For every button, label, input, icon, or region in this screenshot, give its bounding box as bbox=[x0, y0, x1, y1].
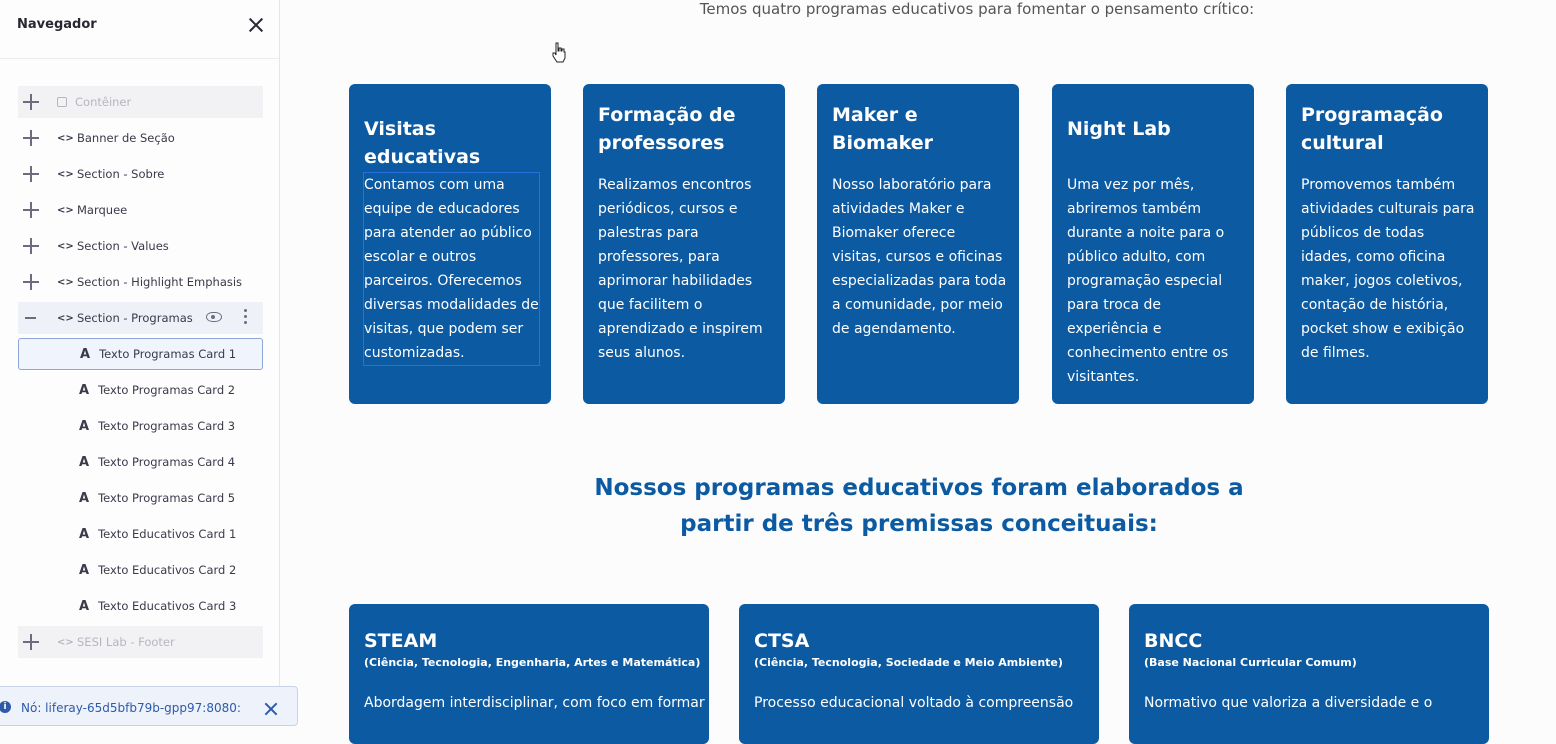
toast-close-icon[interactable] bbox=[263, 701, 279, 717]
tree-node-section-values[interactable] bbox=[18, 230, 263, 262]
premise-card-body: Normativo que valoriza a diversidade e o bbox=[1144, 695, 1433, 711]
tree-node-texto-programas-card-4[interactable] bbox=[18, 446, 263, 478]
code-icon: <> bbox=[57, 312, 74, 324]
code-icon: <> bbox=[57, 132, 74, 144]
premise-card-ctsa bbox=[739, 604, 1099, 744]
info-icon: i bbox=[0, 701, 11, 713]
expand-icon[interactable] bbox=[23, 130, 39, 146]
tree-node-texto-educativos-card-3[interactable] bbox=[18, 590, 263, 622]
text-icon: A bbox=[80, 346, 91, 362]
program-card-4 bbox=[1052, 84, 1254, 404]
code-icon: <> bbox=[57, 240, 74, 252]
text-icon: A bbox=[79, 562, 90, 578]
tree-node-texto-programas-card-5[interactable] bbox=[18, 482, 263, 514]
premise-card-title: STEAM bbox=[364, 630, 438, 652]
code-icon: <> bbox=[57, 204, 74, 216]
node-label: Section - Programas bbox=[77, 311, 193, 325]
tree-node-section-programas[interactable] bbox=[18, 302, 263, 334]
text-icon: A bbox=[79, 598, 90, 614]
code-icon: <> bbox=[57, 168, 74, 180]
premises-heading: Nossos programas educativos foram elaborados a partir de três premissas conceituais: bbox=[594, 475, 1244, 537]
info-toast bbox=[0, 686, 298, 726]
text-icon: A bbox=[79, 490, 90, 506]
tree-node-texto-programas-card-2[interactable] bbox=[18, 374, 263, 406]
program-card-title: Programação cultural bbox=[1301, 104, 1443, 154]
code-icon: <> bbox=[57, 276, 74, 288]
premise-card-title: CTSA bbox=[754, 630, 810, 652]
node-label: Texto Programas Card 1 bbox=[99, 347, 237, 361]
node-label: Contêiner bbox=[75, 95, 132, 109]
tree-node-conteiner[interactable] bbox=[18, 86, 263, 118]
premise-card-subtitle: (Ciência, Tecnologia, Sociedade e Meio Ambiente) bbox=[754, 656, 1063, 669]
premise-card-bncc bbox=[1129, 604, 1489, 744]
text-icon: A bbox=[79, 526, 90, 542]
expand-icon[interactable] bbox=[23, 238, 39, 254]
tree-node-banner-de-secao[interactable] bbox=[18, 122, 263, 154]
expand-icon[interactable] bbox=[23, 202, 39, 218]
collapse-icon[interactable] bbox=[23, 310, 39, 326]
program-card-2 bbox=[583, 84, 785, 404]
premise-card-subtitle: (Ciência, Tecnologia, Engenharia, Artes e Matemática) bbox=[364, 656, 701, 669]
expand-icon[interactable] bbox=[23, 94, 39, 110]
program-card-5 bbox=[1286, 84, 1488, 404]
program-card-1 bbox=[349, 84, 551, 404]
hand-cursor-icon bbox=[552, 42, 566, 64]
text-icon: A bbox=[79, 454, 90, 470]
expand-icon[interactable] bbox=[23, 166, 39, 182]
program-card-body[interactable]: Contamos com uma equipe de educadores para atender ao público escolar e outros parceiros. Oferecemos diversas modalidades de visitas, que podem ser customizadas. bbox=[364, 173, 539, 365]
node-label: Marquee bbox=[77, 203, 128, 217]
tree-node-texto-educativos-card-2[interactable] bbox=[18, 554, 263, 586]
program-card-title: Formação de professores bbox=[598, 104, 736, 154]
container-icon bbox=[57, 97, 67, 107]
program-card-body: Uma vez por mês, abriremos também durante a noite para o público adulto, com programação especial para troca de experiência e conhecimento entre os visitantes. bbox=[1067, 177, 1229, 385]
node-label: Texto Programas Card 5 bbox=[98, 491, 236, 505]
tree-node-marquee[interactable] bbox=[18, 194, 263, 226]
premise-card-steam bbox=[349, 604, 709, 744]
tree-node-sesi-lab-footer[interactable] bbox=[18, 626, 263, 658]
premise-card-body: Abordagem interdisciplinar, com foco em formar bbox=[364, 695, 705, 711]
node-label: Texto Programas Card 2 bbox=[98, 383, 236, 397]
program-card-title: Maker e Biomaker bbox=[832, 104, 934, 154]
eye-icon[interactable] bbox=[206, 312, 222, 322]
node-label: SESI Lab - Footer bbox=[77, 635, 175, 649]
toast-message: Nó: liferay-65d5bfb79b-gpp97:8080: bbox=[21, 701, 241, 715]
tree-node-texto-educativos-card-1[interactable] bbox=[18, 518, 263, 550]
node-label: Texto Educativos Card 1 bbox=[98, 527, 237, 541]
code-icon: <> bbox=[57, 636, 74, 648]
tree-node-texto-programas-card-3[interactable] bbox=[18, 410, 263, 442]
close-icon[interactable] bbox=[246, 15, 266, 35]
tree-node-section-highlight-emphasis[interactable] bbox=[18, 266, 263, 298]
program-card-3 bbox=[817, 84, 1019, 404]
program-card-title: Night Lab bbox=[1067, 118, 1171, 140]
premise-card-subtitle: (Base Nacional Curricular Comum) bbox=[1144, 656, 1357, 669]
navigator-header bbox=[0, 0, 279, 59]
node-label: Section - Highlight Emphasis bbox=[77, 275, 243, 289]
navigator-panel bbox=[0, 0, 280, 720]
node-label: Section - Values bbox=[77, 239, 169, 253]
program-card-body: Promovemos também atividades culturais para públicos de todas idades, como oficina maker, jogos coletivos, contação de história, pocket show e exibição de filmes. bbox=[1301, 177, 1475, 361]
node-label: Banner de Seção bbox=[77, 131, 175, 145]
program-card-title: Visitas educativas bbox=[364, 118, 481, 168]
program-card-body: Realizamos encontros periódicos, cursos e palestras para professores, para aprimorar habilidades que facilitem o aprendizado e inspirem seus alunos. bbox=[598, 177, 763, 361]
expand-icon[interactable] bbox=[23, 634, 39, 650]
node-label: Texto Educativos Card 3 bbox=[98, 599, 237, 613]
node-label: Texto Programas Card 3 bbox=[98, 419, 236, 433]
node-label: Texto Educativos Card 2 bbox=[98, 563, 237, 577]
node-label: Section - Sobre bbox=[77, 167, 165, 181]
node-label: Texto Programas Card 4 bbox=[98, 455, 236, 469]
premise-card-body: Processo educacional voltado à compreensão bbox=[754, 695, 1074, 711]
intro-text: Temos quatro programas educativos para fomentar o pensamento crítico: bbox=[699, 0, 1255, 18]
tree-node-texto-programas-card-1[interactable] bbox=[18, 338, 263, 370]
navigator-title: Navegador bbox=[17, 17, 97, 32]
kebab-menu-icon[interactable] bbox=[244, 309, 248, 327]
text-icon: A bbox=[79, 418, 90, 434]
program-card-body: Nosso laboratório para atividades Maker e Biomaker oferece visitas, cursos e oficinas especializadas para toda a comunidade, por meio de agendamento. bbox=[832, 177, 1007, 337]
expand-icon[interactable] bbox=[23, 274, 39, 290]
premise-card-title: BNCC bbox=[1144, 630, 1203, 652]
tree-node-section-sobre[interactable] bbox=[18, 158, 263, 190]
text-icon: A bbox=[79, 382, 90, 398]
